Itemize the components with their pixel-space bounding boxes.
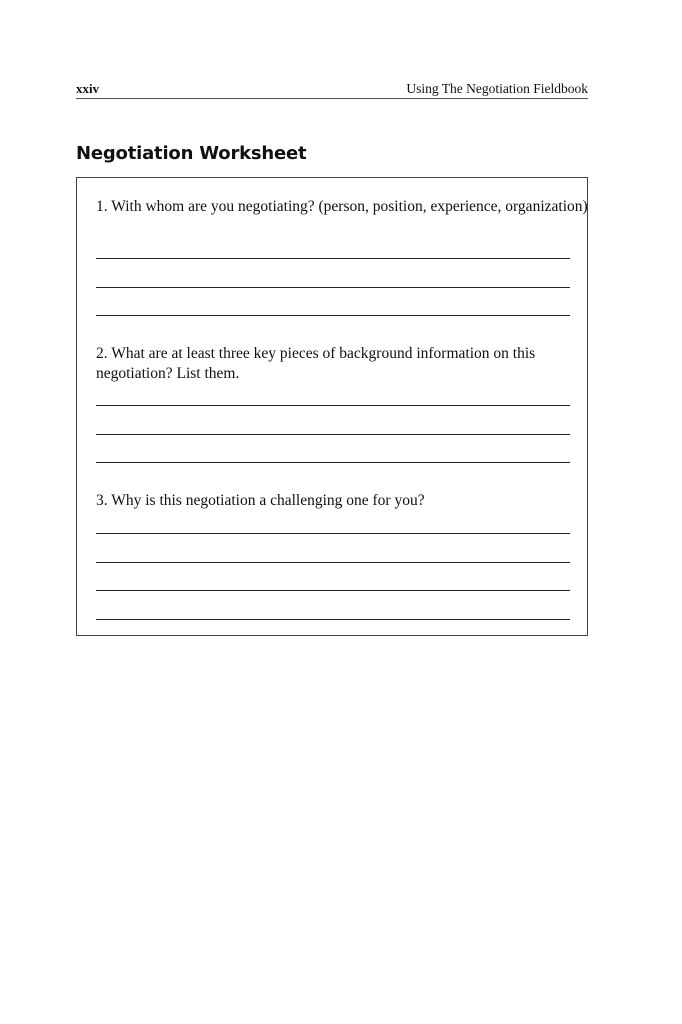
answer-line <box>96 287 570 288</box>
question-1: 1. With whom are you negotiating? (person, position, experience, organization) <box>96 198 588 215</box>
answer-line <box>96 590 570 591</box>
question-2: 2. What are at least three key pieces of background information on this negotiation? List them. <box>96 345 536 382</box>
answer-line <box>96 619 570 620</box>
worksheet-box <box>76 177 588 636</box>
book-title: Using The Negotiation Fieldbook <box>406 81 588 96</box>
worksheet-title: Negotiation Worksheet <box>76 143 307 164</box>
answer-line <box>96 405 570 406</box>
running-header <box>76 81 588 99</box>
answer-line <box>96 562 570 563</box>
answer-line <box>96 434 570 435</box>
answer-line <box>96 315 570 316</box>
answer-line <box>96 258 570 259</box>
answer-line <box>96 533 570 534</box>
page-number: xxiv <box>76 81 100 96</box>
question-3: 3. Why is this negotiation a challenging one for you? <box>96 492 425 509</box>
answer-line <box>96 462 570 463</box>
